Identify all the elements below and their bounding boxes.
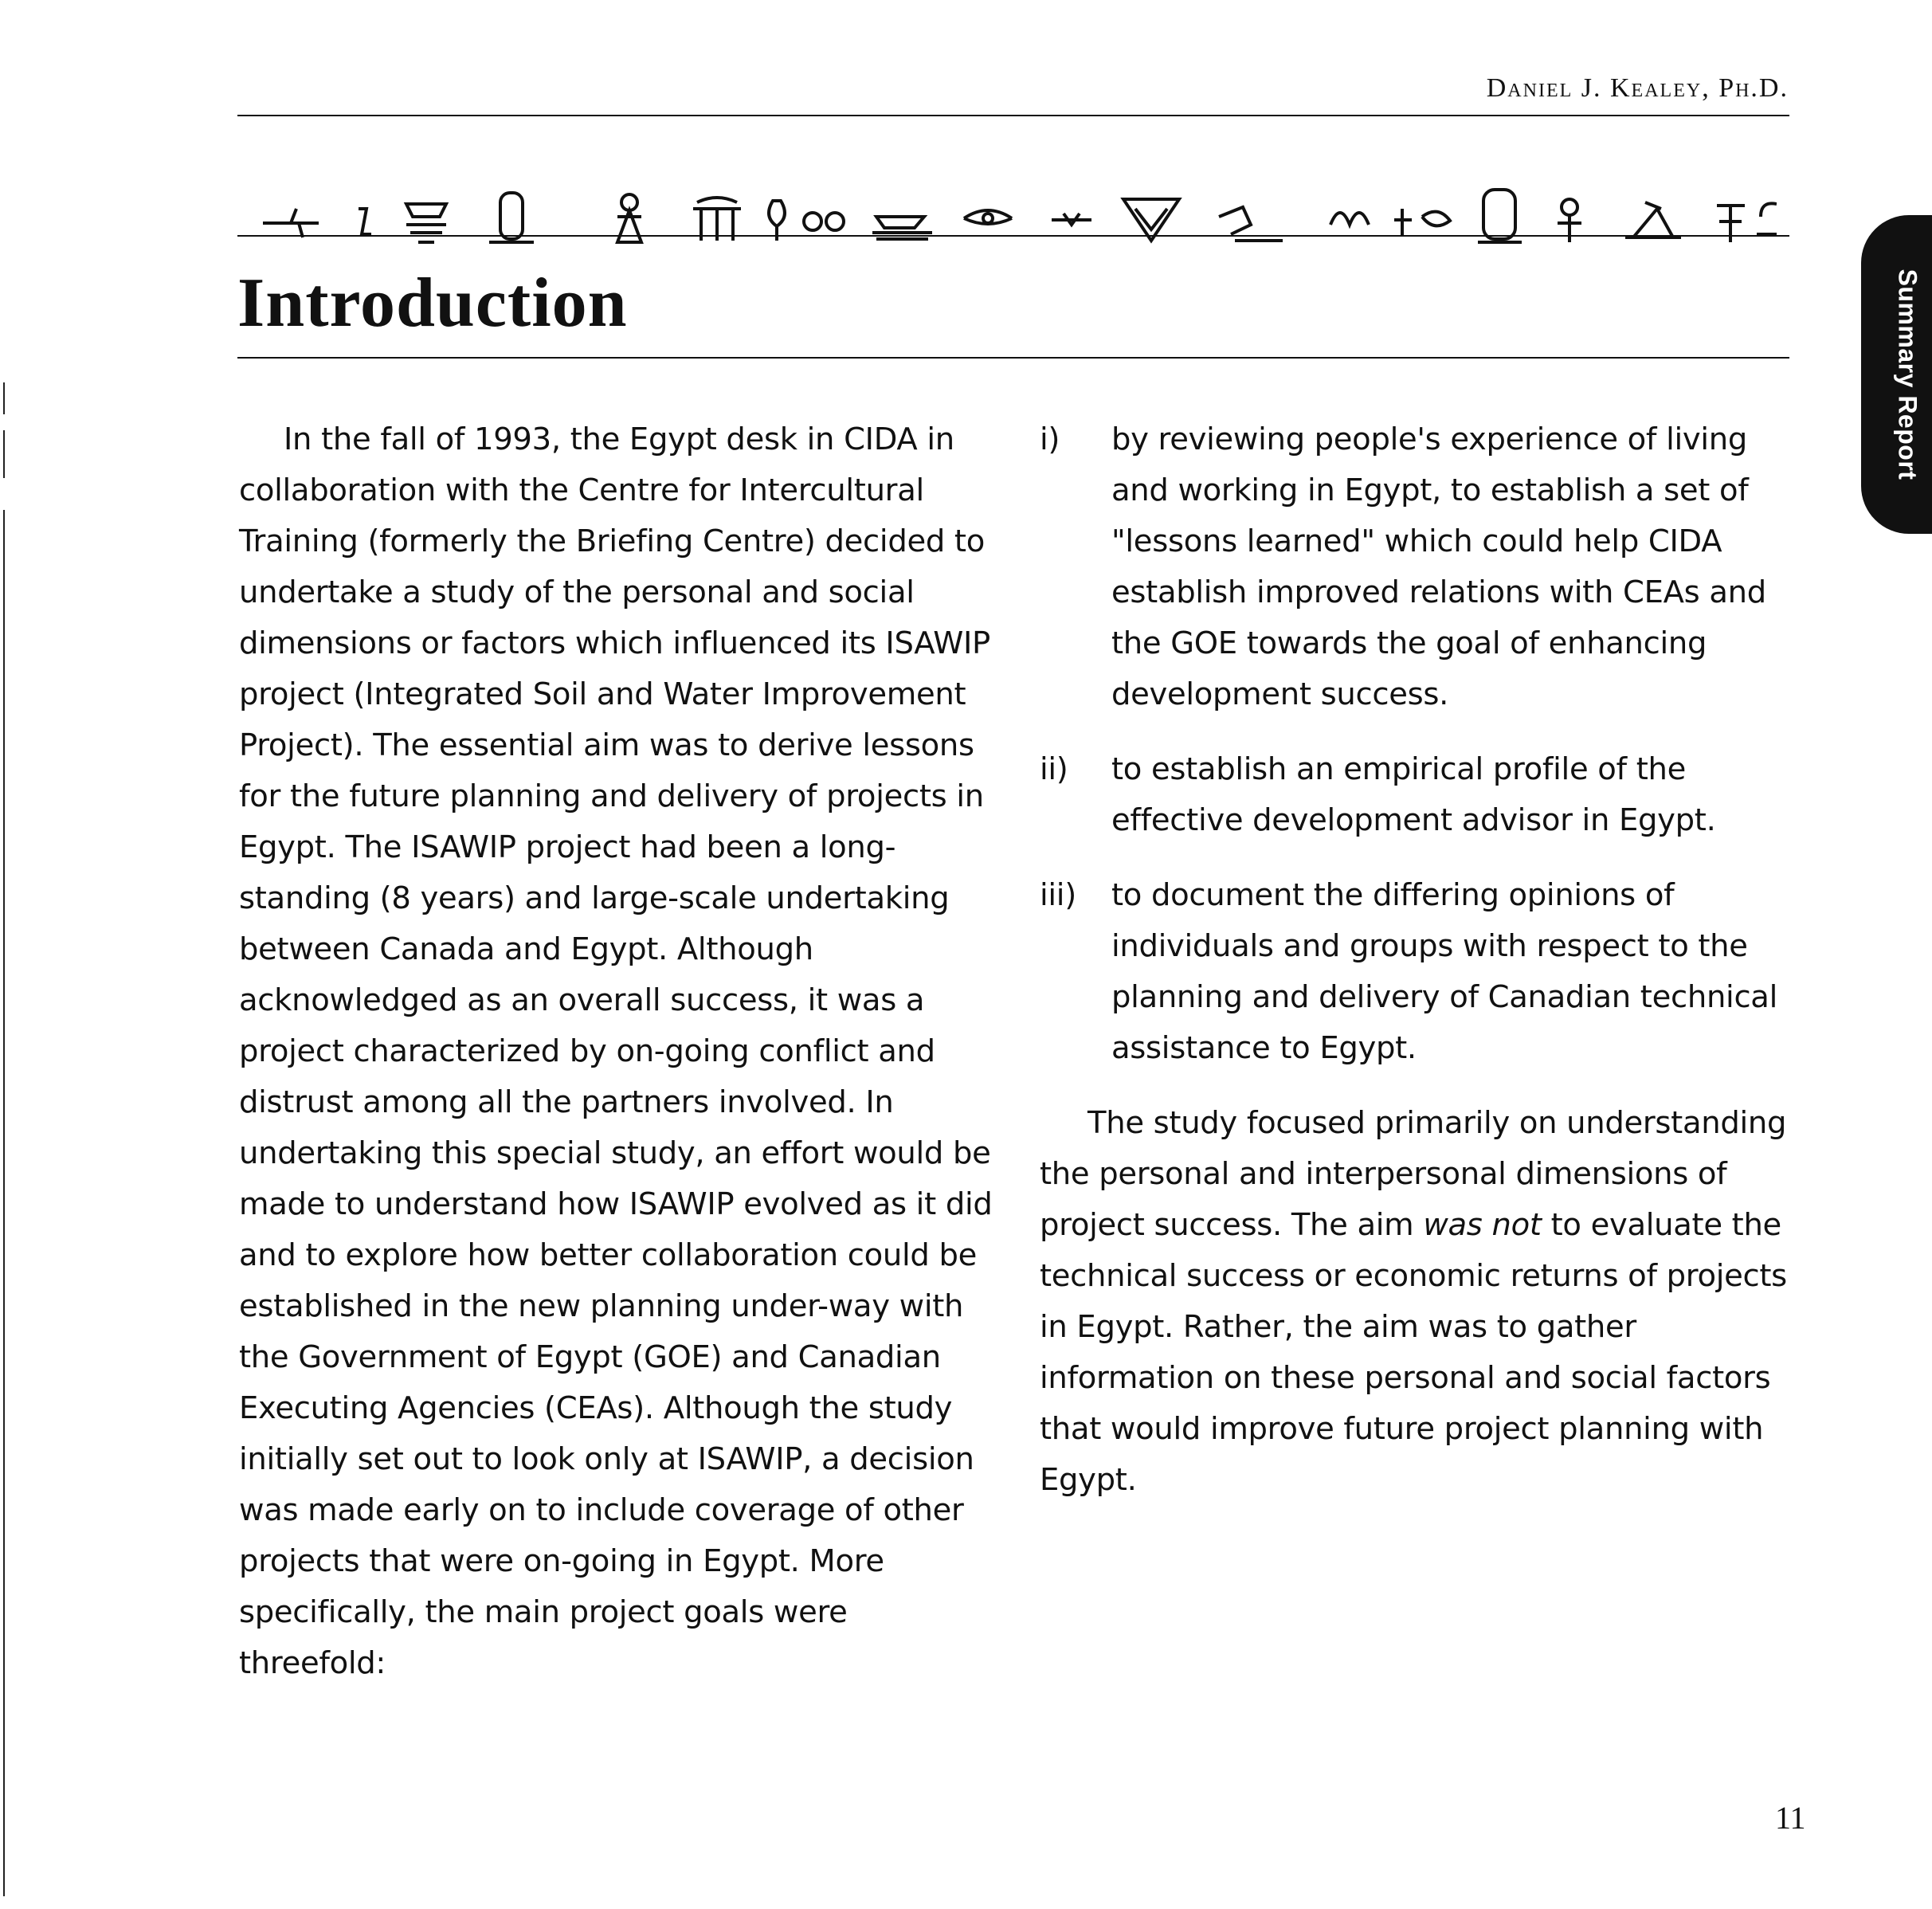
right-column — [1040, 414, 1801, 1506]
binding-mark — [3, 430, 5, 478]
goal-list-item — [1040, 870, 1801, 1074]
page-title: Introduction — [237, 265, 628, 342]
goal-text: to establish an empirical profile of the effective development advisor in Egypt. — [1111, 751, 1716, 838]
goal-text: by reviewing people's experience of living and working in Egypt, to establish a set of "lessons learned" which could help CIDA establish improved relations with CEAs and the GOE towards the goal of enhancing development success. — [1111, 421, 1766, 712]
hieroglyph-border — [247, 185, 1777, 249]
binding-mark — [3, 382, 5, 414]
intro-paragraph: In the fall of 1993, the Egypt desk in CIDA in collaboration with the Centre for Intercultural Training (formerly the Briefing Centre) decided to undertake a study of the personal and social dimensions or factors which influenced its ISAWIP project (Integrated Soil and Water Improvement Project). The essential aim was to derive lessons for the future planning and delivery of projects in Egypt. The ISAWIP project had been a long-standing (8 years) and large-scale undertaking between Canada and Egypt. Although acknowledged as an overall success, it was a project characterized by on-going conflict and distrust among all the partners involved. In undertaking this special study, an effort would be made to understand how ISAWIP evolved as it did and to explore how better collaboration could be established in the new planning under-way with the Government of Egypt (GOE) and Canadian Executing Agencies (CEAs). Although the study initially set out to look only at ISAWIP, a decision was made early on to include coverage of other projects that were on-going in Egypt. More specifically, the main project goals were threefold: — [239, 421, 993, 1681]
hieroglyph-rule — [237, 235, 1789, 237]
goal-list-item — [1040, 414, 1801, 720]
goal-list-item — [1040, 744, 1801, 846]
goal-number: i) — [1040, 421, 1060, 457]
left-column — [239, 414, 996, 1689]
goal-text: to document the differing opinions of individuals and groups with respect to the planning and delivery of Canadian technical assistance to Egypt. — [1111, 877, 1777, 1066]
side-tab-label: Summary Report — [1893, 269, 1922, 480]
page-number: 11 — [1775, 1800, 1806, 1836]
binding-mark — [3, 510, 5, 1896]
author-header: Daniel J. Kealey, Ph.D. — [1486, 73, 1789, 103]
header-rule — [237, 115, 1789, 116]
summary-text-end: to evaluate the technical success or economic returns of projects in Egypt. Rather, the aim was to gather information on these personal and social factors that would improve future project planning with Egypt. — [1040, 1207, 1787, 1498]
summary-paragraph — [1040, 1098, 1801, 1506]
goal-number: ii) — [1040, 751, 1068, 787]
summary-emphasis: was not — [1423, 1207, 1542, 1243]
summary-text-start: The study focused primarily on understanding the personal and interpersonal dimensions of project success. The aim — [1040, 1105, 1787, 1243]
title-rule — [237, 357, 1789, 359]
goal-number: iii) — [1040, 877, 1076, 913]
